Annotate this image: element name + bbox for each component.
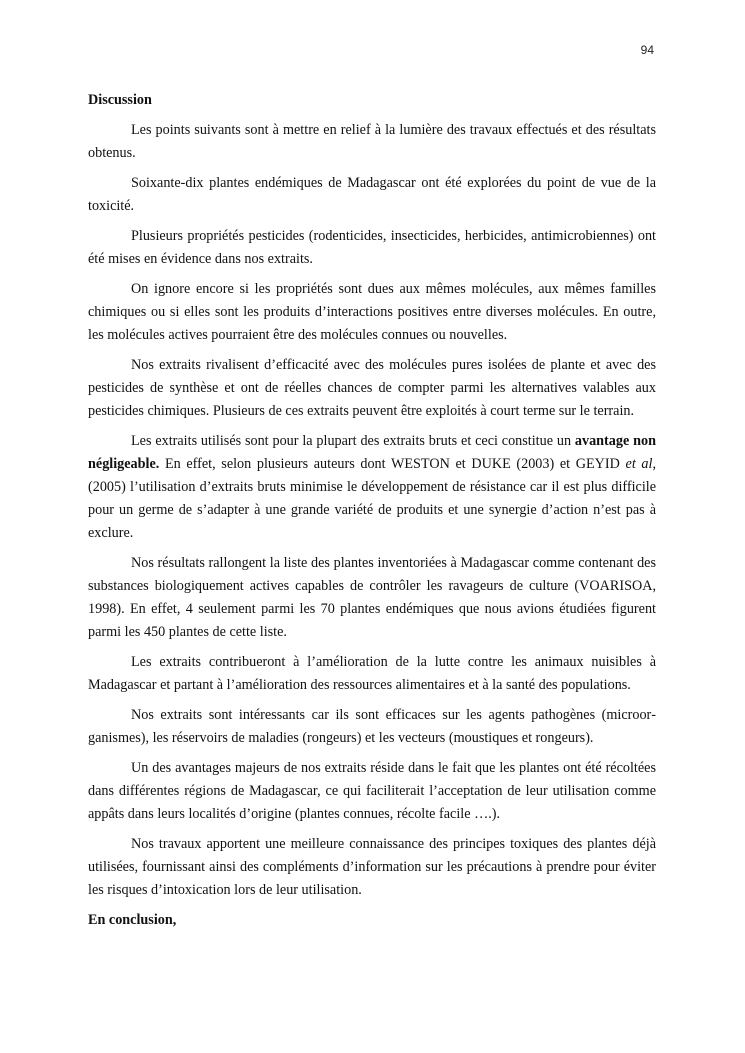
paragraph-6-text-a: Les extraits utilisés sont pour la plupart des extraits bruts et ceci constitue un [131, 433, 575, 449]
paragraph-4: On ignore encore si les propriétés sont dues aux mêmes molécules, aux mêmes familles chimiques ou si elles sont les produits d’interactions positives entre diverses molécules. En outre, les molécules actives pourraient être des molécules connues ou nouvelles. [88, 281, 656, 343]
paragraph-6-text-c: , (2005) l’utilisation d’extraits bruts minimise le développement de résistance car il est plus difficile pour un germe de s’adapter à une grande variété de produits et une synergie d’action n’est pas à exclure. [88, 456, 656, 541]
paragraph-9: Nos extraits sont intéressants car ils sont efficaces sur les agents pathogènes (microorganismes), les réservoirs de maladies (rongeurs) et les vecteurs (moustiques et rongeurs). [88, 707, 656, 746]
paragraph-8: Les extraits contribueront à l’amélioration de la lutte contre les animaux nuisibles à Madagascar et partant à l’amélioration des ressources alimentaires et à la santé des populations. [88, 654, 656, 693]
paragraph-1: Les points suivants sont à mettre en relief à la lumière des travaux effectués et des résultats obtenus. [88, 122, 656, 161]
paragraph-6 [88, 430, 656, 545]
paragraph-3: Plusieurs propriétés pesticides (rodenticides, insecticides, herbicides, antimicrobiennes) ont été mises en évidence dans nos extraits. [88, 228, 656, 267]
page-number: 94 [640, 43, 654, 57]
paragraph-11: Nos travaux apportent une meilleure connaissance des principes toxiques des plantes déjà utilisées, fournissant ainsi des compléments d’information sur les précautions à prendre pour éviter les risques d’intoxication lors de leur utilisation. [88, 836, 656, 898]
paragraph-6-emphasis: avantage non négligeable. [88, 433, 656, 472]
paragraph-7: Nos résultats rallongent la liste des plantes inventoriées à Madagascar comme contenant des substances biologiquement actives capables de contrôler les ravageurs de culture (VOARISOA, 1998). En effet, 4 seulement parmi les 70 plantes endémiques que nous avions étudiées figurent parmi les 450 plantes de cette liste. [88, 555, 656, 640]
paragraph-6-text-b: En effet, selon plusieurs auteurs dont WESTON et DUKE (2003) et GEYID [159, 456, 626, 472]
paragraph-5: Nos extraits rivalisent d’efficacité avec des molécules pures isolées de plante et avec des pesticides de synthèse et ont de réelles chances de compter parmi les alternatives valables aux pesticides chimiques. Plusieurs de ces extraits peuvent être exploités à court terme sur le terrain. [88, 357, 656, 419]
paragraph-10: Un des avantages majeurs de nos extraits réside dans le fait que les plantes ont été récoltées dans différentes régions de Madagascar, ce qui faciliterait l’acceptation de leur utilisation comme appâts dans leurs localités d’origine (plantes connues, récolte facile ….). [88, 760, 656, 822]
conclusion-heading: En conclusion, [88, 912, 177, 928]
page-content [88, 89, 656, 932]
section-heading: Discussion [88, 92, 152, 108]
paragraph-6-citation-etal: et al [625, 456, 653, 472]
paragraph-2: Soixante-dix plantes endémiques de Madagascar ont été explorées du point de vue de la toxicité. [88, 175, 656, 214]
